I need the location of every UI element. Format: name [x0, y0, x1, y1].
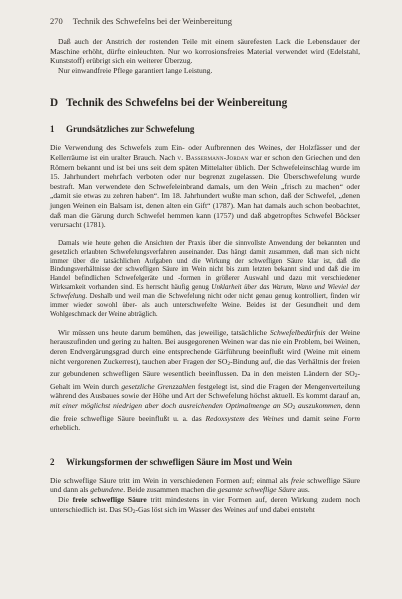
section-number: 1 [50, 124, 55, 135]
intro-closing-line: Nur einwandfreie Pflege garantiert lange Leistung. [58, 65, 213, 75]
emphasis-text: Unklarheit über das Warum, Wann und Wieviel der Schwefelung [50, 283, 361, 301]
section-title-2: Wirkungsformen der schwefligen Säure im Most und Wein [66, 456, 293, 467]
running-title: Technik des Schwefelns bei der Weinbereitung [72, 16, 233, 26]
section-title: Grundsätzliches zur Schwefelung [66, 124, 195, 135]
chapter-letter: D [50, 97, 59, 110]
requirements-paragraph: Wir müssen uns heute darum bemühen, das jeweilige, tatsächliche Schwefelbedürfnis der Weine herauszufinden und gering zu halten. Bei ausgegorenen Weinen war das nie ein Problem, bei Weinen, deren Endvergärungsgrad durch eine entsprechende Gärführung beeinflußt wird (Weine mit einem nicht vergorenen Zuckerrest), tauchen aber Fragen der $SO_2$-Bindung auf, die das Verhältnis der freien zur gebundenen schwefligen Säure wesentlich beeinflussen. Da in den meisten Ländern der $SO_2$-Gehalt im Wein durch gesetzliche Grenzzahlen festgelegt ist, sind die Fragen der Mengenverteilung während des Ausbaues sowie der Höhe und Art der Schwefelung höchst aktuell. Es kommt darauf an, mit einer möglichst niedrigen aber doch ausreichenden Optimalmenge an $SO_2$ auszukommen, denn die freie schweflige Säure beeinflußt u. a. das Redoxsystem des Weines und damit seine Form erheblich. [50, 327, 360, 433]
running-header [50, 16, 360, 26]
page-number: 270 [50, 16, 63, 26]
history-paragraph: Die Verwendung des Schwefels zum Ein- oder Aufbrennen des Weines, der Holzfässer und der Kellerräume ist ein uralter Brauch. Nach v. Bassermann-Jordan war er schon den Griechen und den Römern bekannt und ist bei uns seit dem späten Mittelalter üblich. Der Schwefeleinschlag wurde im 15. Jahrhundert mehrfach verboten oder nur begrenzt zugelassen. Die Überschwefelung wurde bestraft. Man verwendete den Schwefeleinbrand damals, um den Wein „frisch zu machen“ oder „damit sie etwas zu zehren haben“. Im 18. Jahrhundert wußte man schon, daß der Schwefel, „denen jungen Weinen ein Balsam ist, denen alten ein Gift“ (1787). Man hat damals auch schon beobachtet, daß man die Gärung durch Schwefel hemmen kann (1757) und daß abgetropftes Schwefel Böckser verursacht (1781). [50, 143, 361, 230]
chapter-title: Technik des Schwefelns bei der Weinbereitung [66, 97, 288, 110]
forms-paragraph: Die schweflige Säure tritt im Wein in verschiedenen Formen auf; einmal als freie schweflige Säure und dann als gebundene. Beide zusammen machen die gesamte schweflige Säure aus. [50, 475, 361, 495]
author-name: v. Bassermann-Jordan [177, 152, 249, 162]
free-acid-paragraph: Die freie schweflige Säure tritt mindestens in vier Formen auf, deren Wirkung zudem noch unterschiedlich ist. Das $SO_2$-Gas löst sich im Wasser des Weines auf und dabei entsteht [50, 495, 361, 515]
practice-paragraph: Damals wie heute gehen die Ansichten der Praxis über die sinnvollste Anwendung der bekannten und gesetzlich erlaubten Schwefelungsverfahren auseinander. Das hängt damit zusammen, daß man sich nicht immer über die tatsächlichen Aufgaben und die Wirkung der schwefligen Säure klar ist, daß die Bindungsverhältnisse der schwefligen Säure im Wein nicht bis zum letzten bekannt sind und daß die im Handel befindlichen Schwefelgeräte und -formen in größerer Auswahl und dazu mit verschiedener Wirksamkeit vorhanden sind. Es herrscht häufig genug Unklarheit über das Warum, Wann und Wieviel der Schwefelung. Deshalb und weil man die Schwefelung nicht oder nicht genau genug kontrolliert, finden wir immer wieder sowohl über- als auch unterschwefelte Weine. Beides ist der Gesundheit und dem Wohlgeschmack der Weine abträglich. [50, 238, 361, 318]
chapter-heading [50, 97, 360, 110]
intro-paragraph: Daß auch der Anstrich der rostenden Teile mit einem säurefesten Lack die Lebensdauer der Maschine erhöht, dürfte einleuchten. Nur wo korrosionsfreies Material verwendet wird (Edelstahl, Kunststoff) erübrigt sich ein weiterer Überzug. [50, 37, 360, 66]
section-number-2: 2 [50, 456, 55, 467]
section-heading [50, 124, 360, 135]
section-heading-2 [50, 457, 360, 468]
bold-term: freie schweflige Säure [72, 495, 147, 504]
